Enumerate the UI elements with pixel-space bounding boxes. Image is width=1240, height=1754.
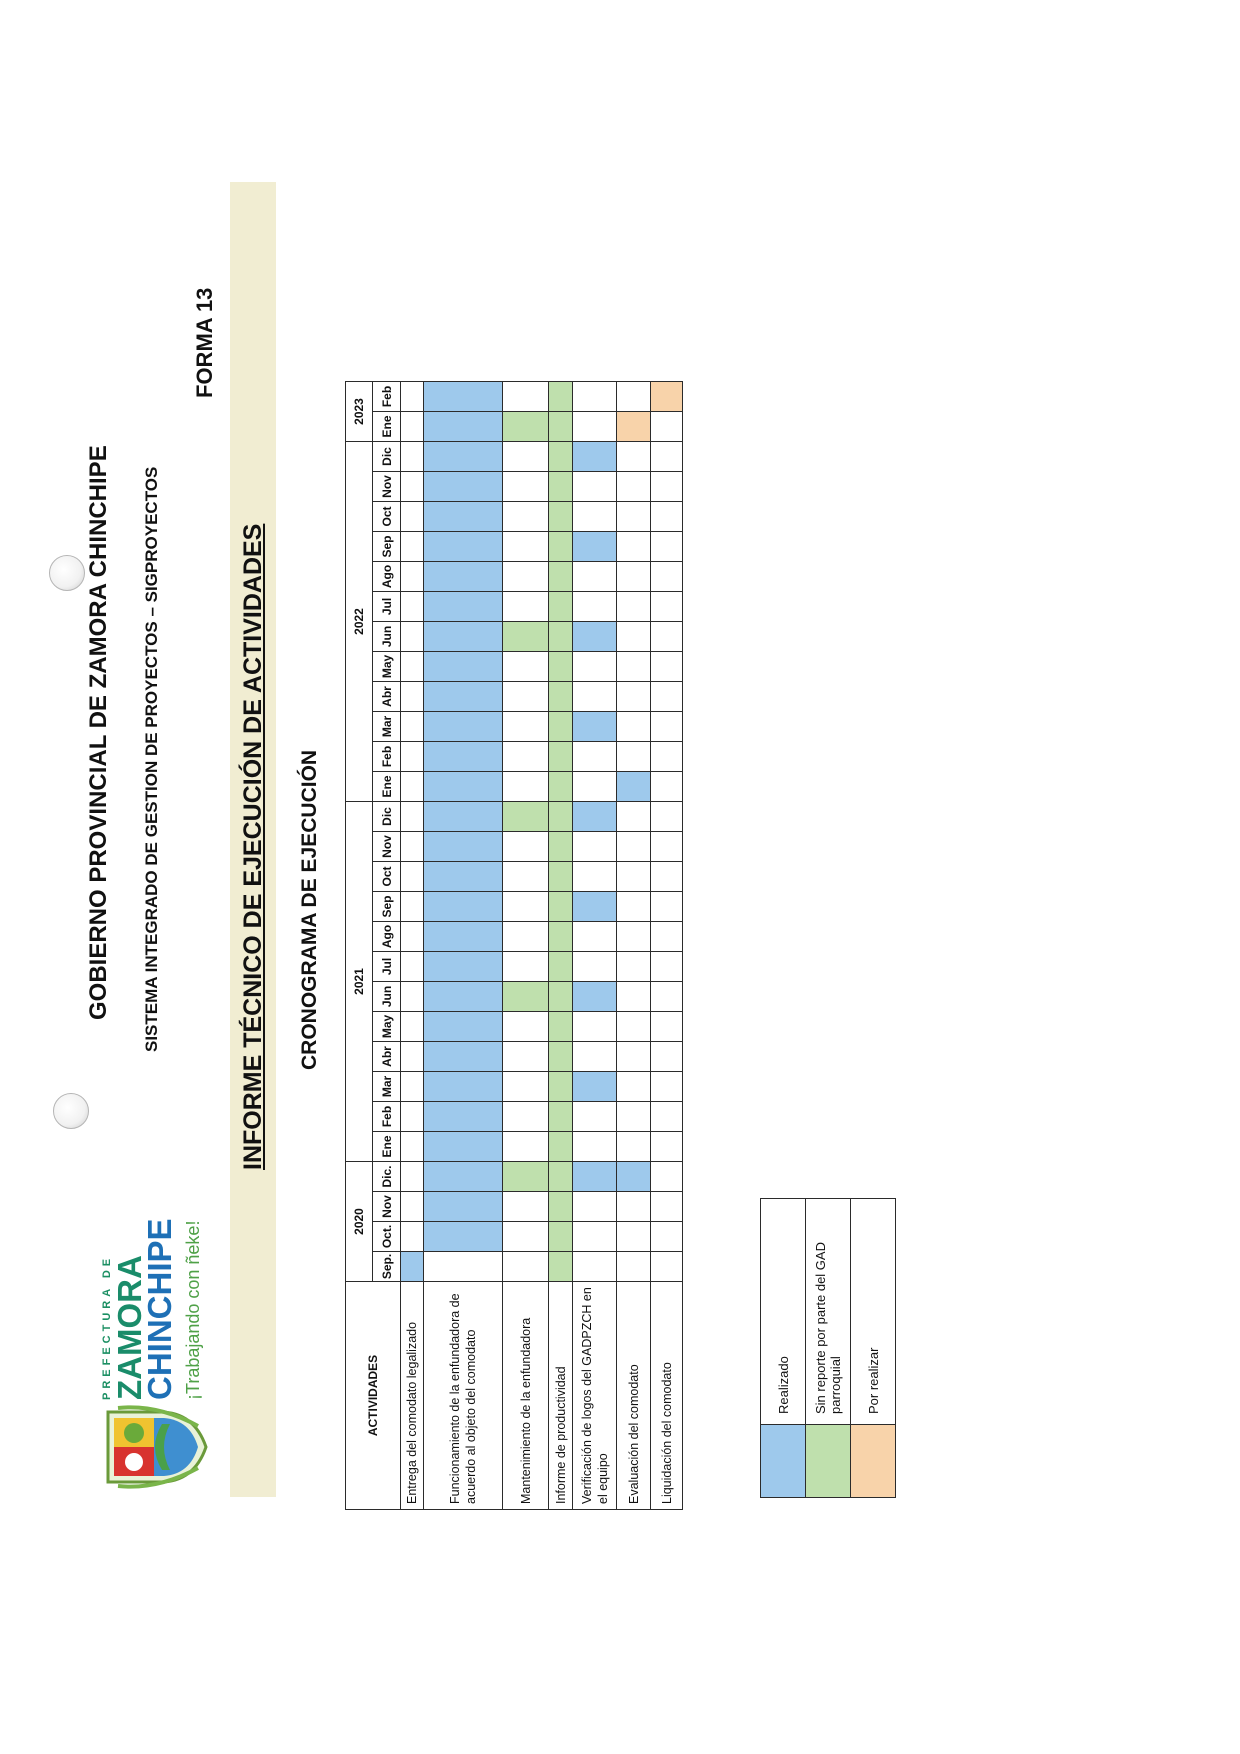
schedule-cell (401, 1102, 424, 1132)
schedule-cell (424, 1222, 503, 1252)
month-header: Nov (373, 472, 401, 502)
schedule-cell (651, 1222, 683, 1252)
month-header: Sep (373, 532, 401, 562)
schedule-cell (503, 1012, 549, 1042)
activity-label: Evaluación del comodato (617, 1282, 651, 1510)
schedule-cell (401, 772, 424, 802)
schedule-cell (573, 412, 617, 442)
schedule-cell (617, 1162, 651, 1192)
schedule-cell (617, 622, 651, 652)
schedule-cell (573, 1042, 617, 1072)
schedule-cell (549, 832, 573, 862)
schedule-cell (617, 502, 651, 532)
schedule-cell (617, 592, 651, 622)
schedule-cell (401, 1162, 424, 1192)
month-header: May (373, 1012, 401, 1042)
schedule-cell (424, 952, 503, 982)
schedule-cell (503, 802, 549, 832)
schedule-table (345, 381, 683, 1510)
schedule-title: CRONOGRAMA DE EJECUCIÓN (298, 749, 321, 1070)
schedule-cell (549, 712, 573, 742)
legend-label: Realizado (761, 1199, 806, 1425)
schedule-cell (424, 772, 503, 802)
logo-small-text: PREFECTURA DE (101, 1254, 113, 1400)
legend-label: Por realizar (851, 1199, 896, 1425)
schedule-cell (573, 562, 617, 592)
month-header: Feb (373, 742, 401, 772)
schedule-cell (651, 1192, 683, 1222)
month-header: Ene (373, 772, 401, 802)
report-title: INFORME TÉCNICO DE EJECUCIÓN DE ACTIVIDADES (239, 523, 267, 1170)
schedule-cell (617, 1102, 651, 1132)
schedule-cell (549, 622, 573, 652)
schedule-cell (617, 412, 651, 442)
schedule-cell (401, 1132, 424, 1162)
month-header: Dic. (373, 1162, 401, 1192)
schedule-cell (617, 562, 651, 592)
schedule-cell (573, 532, 617, 562)
schedule-cell (549, 1012, 573, 1042)
schedule-cell (401, 892, 424, 922)
month-header: Ago (373, 922, 401, 952)
schedule-cell (651, 802, 683, 832)
schedule-cell (424, 472, 503, 502)
activity-row (549, 382, 573, 1510)
schedule-cell (549, 1072, 573, 1102)
schedule-cell (651, 772, 683, 802)
schedule-cell (617, 1252, 651, 1282)
schedule-cell (573, 772, 617, 802)
activity-row (617, 382, 651, 1510)
schedule-cell (503, 982, 549, 1012)
prefectura-logo (83, 1170, 223, 1500)
schedule-cell (573, 742, 617, 772)
schedule-cell (573, 862, 617, 892)
schedule-cell (401, 382, 424, 412)
schedule-cell (617, 892, 651, 922)
schedule-cell (573, 952, 617, 982)
schedule-cell (617, 982, 651, 1012)
schedule-cell (573, 382, 617, 412)
logo-line-2: CHINCHIPE (141, 1218, 178, 1400)
schedule-cell (651, 622, 683, 652)
schedule-cell (401, 1042, 424, 1072)
month-header: Mar (373, 1072, 401, 1102)
schedule-cell (401, 1012, 424, 1042)
schedule-cell (617, 1072, 651, 1102)
activity-row (503, 382, 549, 1510)
month-header: Ene (373, 1132, 401, 1162)
schedule-cell (424, 802, 503, 832)
schedule-cell (573, 922, 617, 952)
legend-row (761, 1199, 806, 1498)
schedule-cell (424, 532, 503, 562)
schedule-cell (549, 652, 573, 682)
schedule-cell (424, 1042, 503, 1072)
schedule-cell (573, 832, 617, 862)
month-header: Feb (373, 382, 401, 412)
schedule-cell (503, 622, 549, 652)
schedule-cell (424, 502, 503, 532)
logo-slogan: ¡Trabajando con ñeke! (183, 1220, 203, 1400)
schedule-cell (549, 412, 573, 442)
crest-icon (98, 1404, 210, 1490)
month-header: Ene (373, 412, 401, 442)
schedule-cell (617, 682, 651, 712)
schedule-cell (549, 682, 573, 712)
schedule-cell (549, 952, 573, 982)
schedule-cell (573, 982, 617, 1012)
schedule-cell (401, 532, 424, 562)
schedule-cell (549, 1222, 573, 1252)
activity-label: Liquidación del comodato (651, 1282, 683, 1510)
schedule-cell (651, 1132, 683, 1162)
schedule-cell (549, 772, 573, 802)
legend-swatch (851, 1425, 896, 1498)
schedule-cell (573, 892, 617, 922)
schedule-cell (573, 1132, 617, 1162)
schedule-cell (424, 1102, 503, 1132)
month-header: Jul (373, 592, 401, 622)
schedule-cell (401, 1072, 424, 1102)
schedule-cell (617, 472, 651, 502)
schedule-cell (549, 1162, 573, 1192)
schedule-cell (401, 562, 424, 592)
schedule-cell (617, 802, 651, 832)
schedule-cell (401, 802, 424, 832)
schedule-cell (651, 1072, 683, 1102)
schedule-cell (549, 382, 573, 412)
schedule-cell (424, 1192, 503, 1222)
logo-line-1: ZAMORA (111, 1255, 148, 1400)
schedule-cell (573, 802, 617, 832)
schedule-cell (651, 682, 683, 712)
schedule-cell (549, 532, 573, 562)
schedule-cell (424, 682, 503, 712)
activity-label: Mantenimiento de la enfundadora (503, 1282, 549, 1510)
rotated-sheet (75, 180, 975, 1510)
form-label: FORMA 13 (192, 287, 217, 398)
schedule-cell (424, 412, 503, 442)
month-header: Nov (373, 832, 401, 862)
schedule-cell (401, 742, 424, 772)
schedule-cell (424, 712, 503, 742)
schedule-cell (424, 862, 503, 892)
schedule-cell (503, 1162, 549, 1192)
schedule-cell (424, 742, 503, 772)
schedule-cell (424, 442, 503, 472)
schedule-cell (549, 502, 573, 532)
month-header: Abr (373, 1042, 401, 1072)
schedule-cell (424, 1072, 503, 1102)
schedule-cell (503, 652, 549, 682)
month-header: Oct. (373, 1222, 401, 1252)
schedule-cell (651, 472, 683, 502)
schedule-cell (573, 1162, 617, 1192)
schedule-cell (424, 1252, 503, 1282)
schedule-cell (401, 622, 424, 652)
schedule-cell (401, 472, 424, 502)
activity-label: Verificación de logos del GADPZCH en el equipo (573, 1282, 617, 1510)
schedule-cell (503, 952, 549, 982)
schedule-cell (617, 742, 651, 772)
schedule-cell (503, 502, 549, 532)
schedule-cell (651, 412, 683, 442)
schedule-cell (617, 952, 651, 982)
schedule-cell (651, 832, 683, 862)
year-header: 2023 (346, 382, 373, 442)
schedule-cell (503, 532, 549, 562)
schedule-cell (503, 1072, 549, 1102)
schedule-cell (401, 502, 424, 532)
activity-row (573, 382, 617, 1510)
year-header: 2021 (346, 802, 373, 1162)
schedule-cell (651, 382, 683, 412)
schedule-cell (651, 862, 683, 892)
schedule-cell (617, 442, 651, 472)
schedule-cell (401, 592, 424, 622)
schedule-cell (651, 982, 683, 1012)
schedule-cell (549, 922, 573, 952)
schedule-cell (503, 892, 549, 922)
schedule-cell (573, 1012, 617, 1042)
schedule-cell (573, 592, 617, 622)
month-header: Nov (373, 1192, 401, 1222)
month-header: Jul (373, 952, 401, 982)
month-header: Dic (373, 442, 401, 472)
schedule-cell (424, 592, 503, 622)
schedule-cell (651, 952, 683, 982)
schedule-cell (573, 622, 617, 652)
schedule-cell (549, 592, 573, 622)
schedule-cell (503, 472, 549, 502)
year-header: 2022 (346, 442, 373, 802)
schedule-cell (503, 922, 549, 952)
schedule-cell (401, 922, 424, 952)
schedule-cell (549, 982, 573, 1012)
schedule-cell (424, 922, 503, 952)
schedule-cell (617, 772, 651, 802)
schedule-cell (503, 442, 549, 472)
schedule-cell (503, 1042, 549, 1072)
schedule-cell (651, 1162, 683, 1192)
month-header: Sep (373, 892, 401, 922)
schedule-cell (424, 832, 503, 862)
schedule-cell (424, 982, 503, 1012)
schedule-cell (549, 1042, 573, 1072)
system-title: SISTEMA INTEGRADO DE GESTION DE PROYECTOS – SIGPROYECTOS (142, 466, 161, 1052)
schedule-cell (549, 742, 573, 772)
schedule-cell (549, 802, 573, 832)
schedule-cell (503, 682, 549, 712)
schedule-cell (617, 1012, 651, 1042)
schedule-cell (651, 562, 683, 592)
activity-row (651, 382, 683, 1510)
schedule-cell (573, 652, 617, 682)
legend-row (806, 1199, 851, 1498)
activity-label: Informe de productividad (549, 1282, 573, 1510)
legend-swatch (761, 1425, 806, 1498)
activity-row (424, 382, 503, 1510)
schedule-cell (651, 652, 683, 682)
schedule-cell (549, 442, 573, 472)
schedule-cell (401, 952, 424, 982)
schedule-cell (651, 442, 683, 472)
schedule-cell (573, 682, 617, 712)
schedule-cell (617, 1192, 651, 1222)
schedule-cell (401, 682, 424, 712)
month-header: Jun (373, 982, 401, 1012)
schedule-cell (651, 592, 683, 622)
schedule-cell (573, 712, 617, 742)
schedule-cell (503, 1102, 549, 1132)
schedule-cell (401, 652, 424, 682)
schedule-cell (503, 412, 549, 442)
month-header: Abr (373, 682, 401, 712)
schedule-cell (549, 1102, 573, 1132)
legend (760, 1198, 896, 1498)
schedule-cell (617, 382, 651, 412)
schedule-cell (401, 442, 424, 472)
schedule-cell (503, 772, 549, 802)
month-header: Oct (373, 862, 401, 892)
schedule-cell (424, 622, 503, 652)
schedule-cell (651, 1102, 683, 1132)
schedule-cell (401, 712, 424, 742)
month-header: Jun (373, 622, 401, 652)
schedule-cell (401, 832, 424, 862)
schedule-cell (651, 1042, 683, 1072)
schedule-cell (549, 1132, 573, 1162)
schedule-cell (651, 922, 683, 952)
schedule-cell (503, 1132, 549, 1162)
schedule-cell (617, 652, 651, 682)
schedule-cell (424, 652, 503, 682)
legend-label: Sin reporte por parte del GAD parroquial (806, 1199, 851, 1425)
schedule-cell (549, 562, 573, 592)
schedule-cell (503, 742, 549, 772)
schedule-cell (503, 1222, 549, 1252)
schedule-cell (549, 1252, 573, 1282)
schedule-cell (503, 1252, 549, 1282)
schedule-cell (651, 712, 683, 742)
month-header: Ago (373, 562, 401, 592)
schedule-cell (617, 922, 651, 952)
schedule-cell (651, 1012, 683, 1042)
schedule-cell (573, 442, 617, 472)
month-header: May (373, 652, 401, 682)
activities-header: ACTIVIDADES (346, 1282, 401, 1510)
schedule-cell (617, 532, 651, 562)
month-header: Oct (373, 502, 401, 532)
schedule-cell (503, 1192, 549, 1222)
schedule-cell (617, 1132, 651, 1162)
schedule-cell (617, 1042, 651, 1072)
month-header: Dic (373, 802, 401, 832)
activity-row (401, 382, 424, 1510)
schedule-cell (401, 1192, 424, 1222)
schedule-cell (401, 412, 424, 442)
schedule-cell (573, 1192, 617, 1222)
schedule-cell (573, 1222, 617, 1252)
month-header: Feb (373, 1102, 401, 1132)
schedule-cell (573, 1252, 617, 1282)
activity-label: Funcionamiento de la enfundadora de acuerdo al objeto del comodato (424, 1282, 503, 1510)
schedule-cell (503, 832, 549, 862)
schedule-cell (549, 862, 573, 892)
schedule-cell (617, 862, 651, 892)
schedule-cell (503, 712, 549, 742)
schedule-cell (573, 502, 617, 532)
schedule-cell (401, 1222, 424, 1252)
year-header: 2020 (346, 1162, 373, 1282)
schedule-cell (401, 862, 424, 892)
schedule-cell (573, 1102, 617, 1132)
schedule-cell (549, 1192, 573, 1222)
schedule-cell (424, 892, 503, 922)
year-header-row (346, 382, 373, 1510)
month-header: Mar (373, 712, 401, 742)
schedule-cell (651, 892, 683, 922)
schedule-cell (401, 1252, 424, 1282)
schedule-cell (503, 382, 549, 412)
schedule-cell (617, 832, 651, 862)
schedule-cell (424, 1132, 503, 1162)
schedule-cell (424, 1162, 503, 1192)
schedule-cell (651, 532, 683, 562)
schedule-cell (651, 1252, 683, 1282)
schedule-cell (549, 472, 573, 502)
schedule-cell (401, 982, 424, 1012)
schedule-cell (503, 862, 549, 892)
schedule-cell (651, 742, 683, 772)
schedule-cell (424, 1012, 503, 1042)
schedule-cell (549, 892, 573, 922)
month-header: Sep. (373, 1252, 401, 1282)
schedule-cell (573, 1072, 617, 1102)
schedule-cell (617, 1222, 651, 1252)
schedule-cell (503, 562, 549, 592)
schedule-cell (424, 382, 503, 412)
legend-swatch (806, 1425, 851, 1498)
schedule-cell (503, 592, 549, 622)
legend-row (851, 1199, 896, 1498)
schedule-cell (424, 562, 503, 592)
activity-label: Entrega del comodato legalizado (401, 1282, 424, 1510)
schedule-cell (617, 712, 651, 742)
schedule-cell (573, 472, 617, 502)
org-title: GOBIERNO PROVINCIAL DE ZAMORA CHINCHIPE (85, 445, 112, 1020)
schedule-cell (651, 502, 683, 532)
